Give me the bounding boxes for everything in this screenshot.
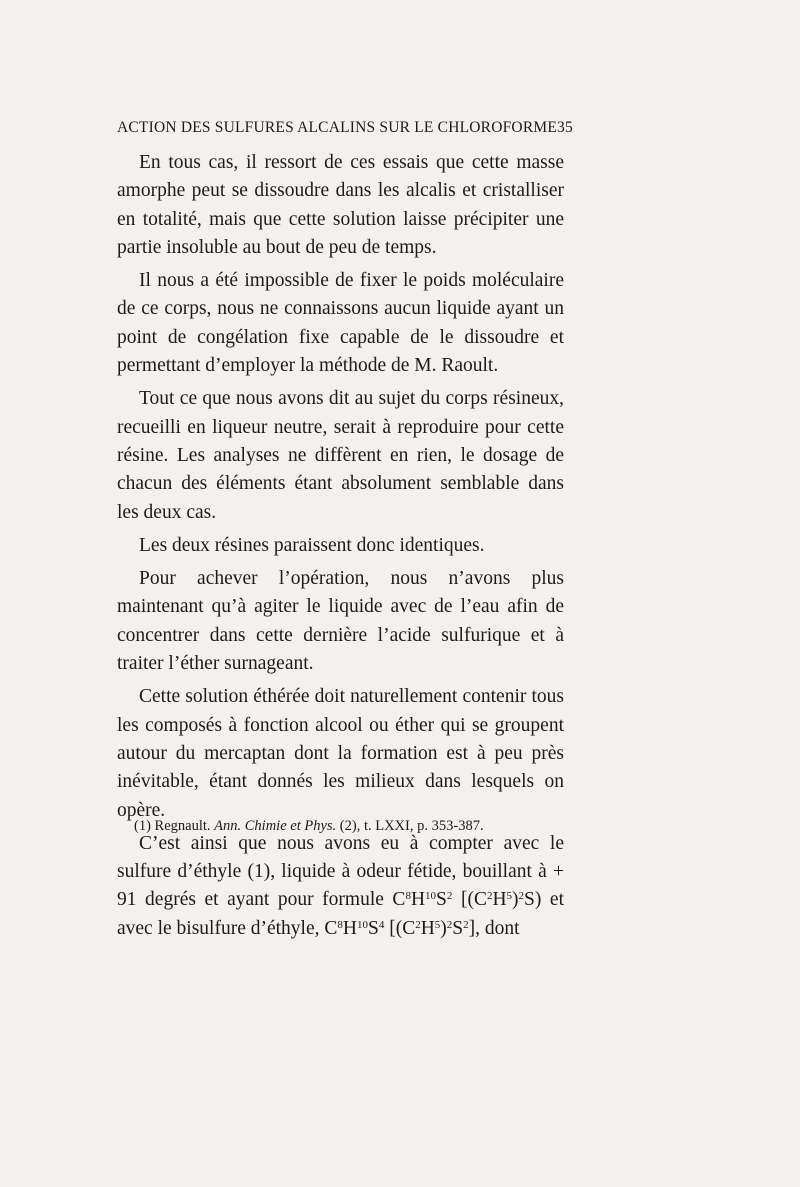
footnote [134,818,574,835]
paragraph: Tout ce que nous avons dit au sujet du corps résineux, recueilli en liqueur neutre, serait à reproduire pour cette résine. Les analyses ne diffèrent en rien, le dosage de chacun des éléments étant absolument semblable dans les deux cas. [117,388,564,523]
page-number: 35 [557,119,573,136]
paragraph: Cette solution éthérée doit naturellement contenir tous les composés à fonction alcool ou éther qui se groupent autour du mercaptan dont la formation est à peu près inévitable, étant donnés les milieux dans lesquels on opère. [117,686,564,821]
paragraph: En tous cas, il ressort de ces essais que cette masse amorphe peut se dissoudre dans les alcalis et cristalliser en totalité, mais que cette solution laisse précipiter une partie insoluble au bout de peu de temps. [117,152,564,258]
footnote-details: (2), t. LXXI, p. 353-387. [339,818,484,834]
running-title: ACTION DES SULFURES ALCALINS SUR LE CHLOROFORME [117,119,558,136]
paragraph: Pour achever l’opération, nous n’avons plus maintenant qu’à agiter le liquide avec de l’eau afin de concentrer dans cette dernière l’acide sulfurique et à traiter l’éther surnageant. [117,568,564,675]
running-header [117,119,573,137]
footnote-marker: (1) Regnault. [134,818,211,834]
footnote-journal: Ann. Chimie et Phys. [214,818,337,834]
paragraph-with-formulas: C’est ainsi que nous avons eu à compter avec le sulfure d’éthyle (1), liquide à odeur fétide, bouillant à + 91 degrés et ayant pour formule $C^8H^{10}S^2$ $[(C^2H^5)^2S)$ et avec le bisulfure d’éthyle, $C^8H^{10}S^4$ $[(C^2H^5)^2S^2]$, dont [117,832,565,939]
paragraph: Les deux résines paraissent donc identiques. [139,534,485,556]
paragraph: Il nous a été impossible de fixer le poids moléculaire de ce corps, nous ne connaissons aucun liquide ayant un point de congélation fixe capable de le dissoudre et permettant d’employer la méthode de M. Raoult. [117,270,564,377]
